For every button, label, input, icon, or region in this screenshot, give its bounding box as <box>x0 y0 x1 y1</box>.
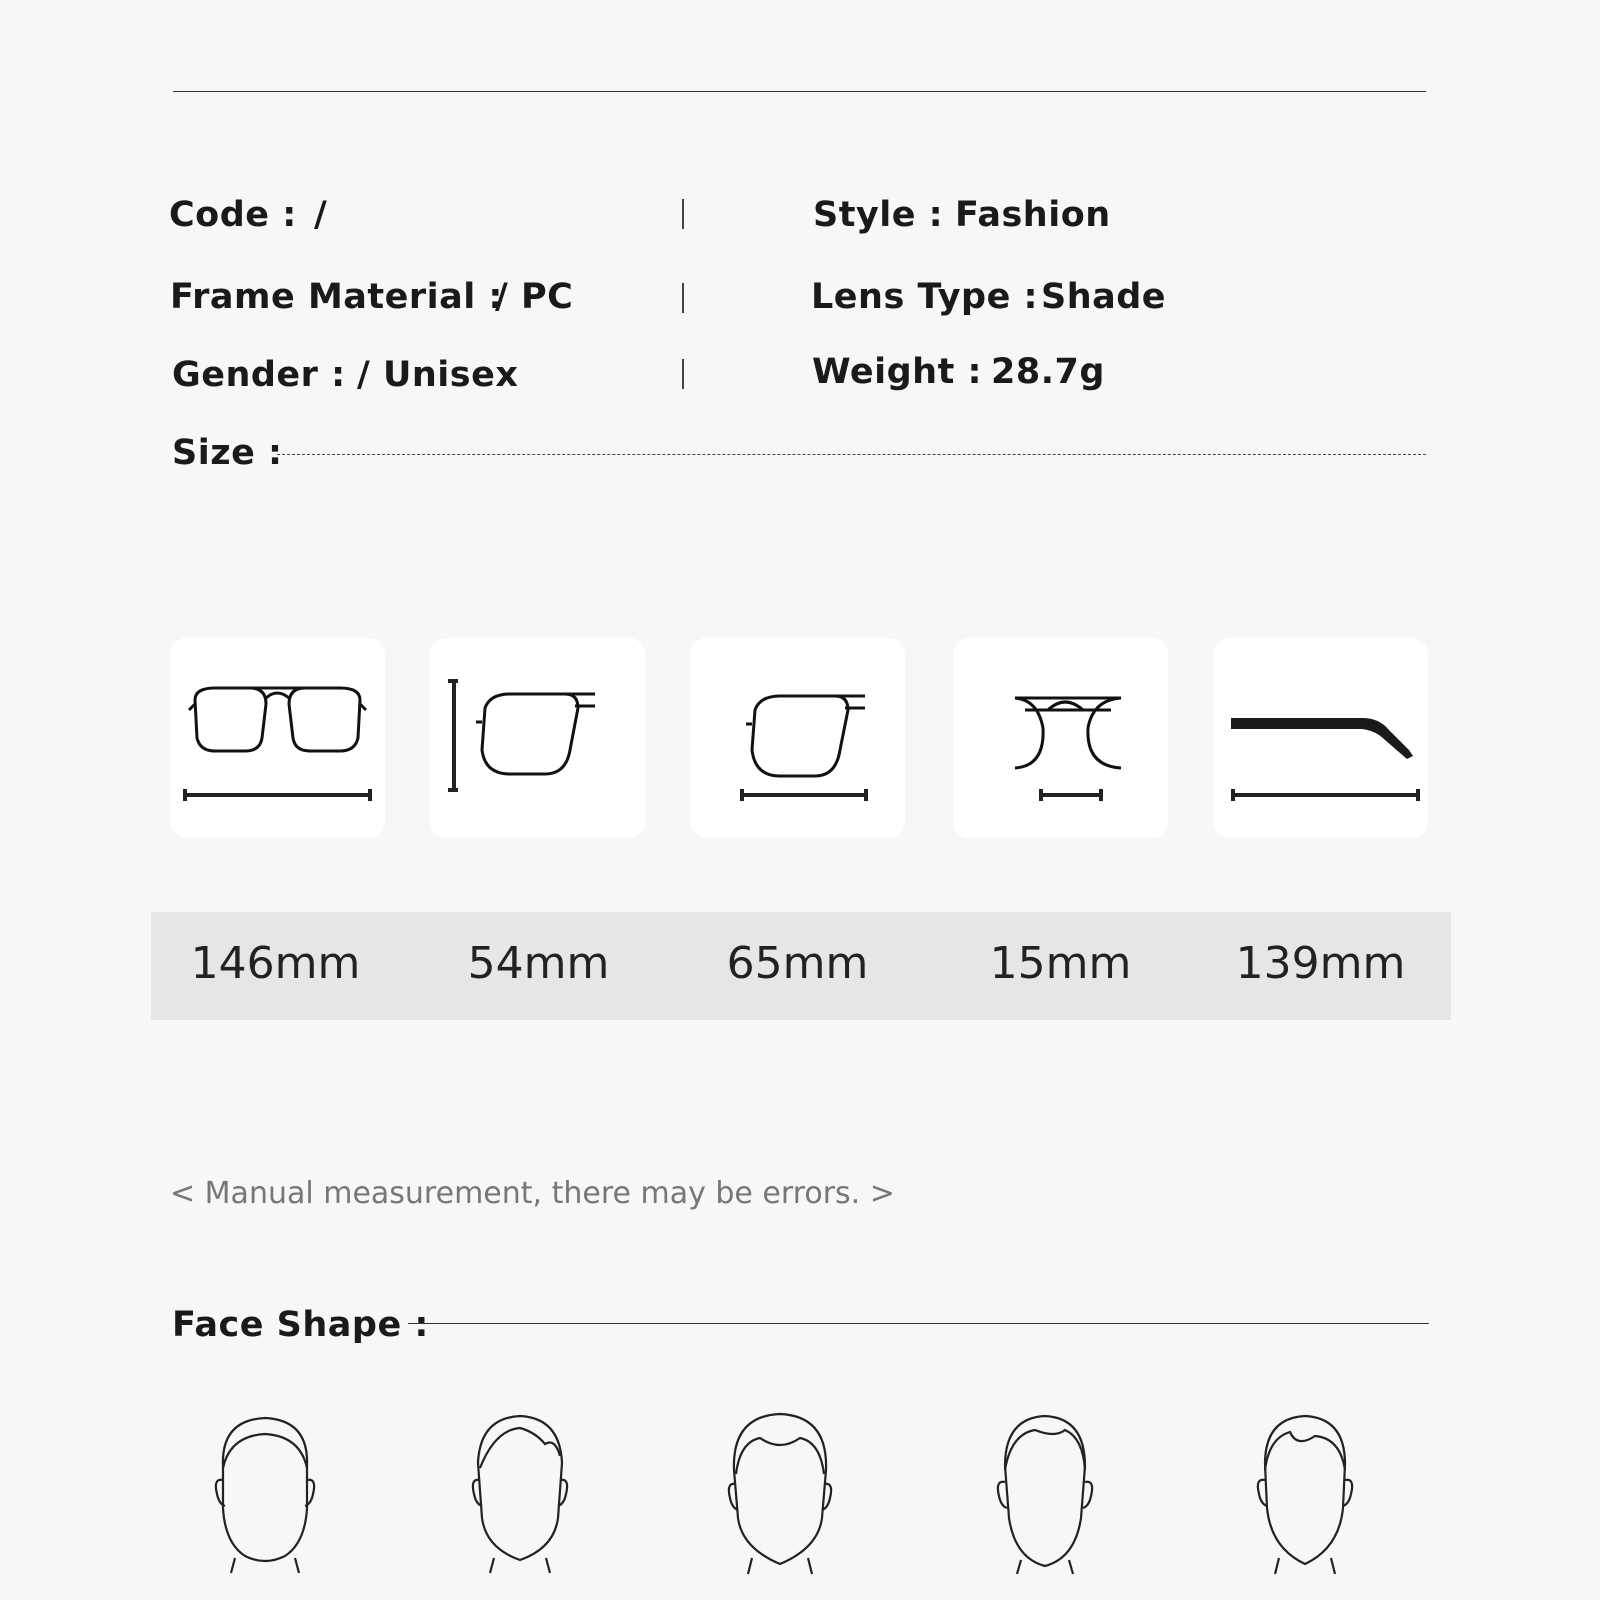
frame-width-value: 146mm <box>190 938 361 989</box>
temple-length-card <box>1213 638 1428 838</box>
style-label: Style : <box>813 195 944 235</box>
code-value: / <box>314 195 328 235</box>
code-label: Code : <box>169 195 297 235</box>
bridge-width-card <box>953 638 1168 838</box>
face-icon <box>710 1408 850 1578</box>
top-divider <box>173 91 1426 92</box>
face-icon <box>1235 1408 1375 1578</box>
frame-width-icon <box>170 638 385 838</box>
weight-value: 28.7g <box>991 352 1105 392</box>
lens-type-label: Lens Type : <box>811 277 1038 317</box>
spec-separator <box>682 199 684 229</box>
bridge-width-icon <box>953 638 1168 838</box>
lens-height-value: 54mm <box>467 938 610 989</box>
bridge-width-value: 15mm <box>989 938 1132 989</box>
lens-height-icon <box>430 638 645 838</box>
lens-height-card <box>430 638 645 838</box>
measurement-note: < Manual measurement, there may be errors. > <box>170 1176 895 1211</box>
temple-length-value: 139mm <box>1235 938 1406 989</box>
face-icon <box>450 1408 590 1578</box>
frame-width-card <box>170 638 385 838</box>
spec-separator <box>682 359 684 389</box>
gender-label: Gender : <box>172 355 346 395</box>
size-label: Size : <box>172 433 283 473</box>
spec-separator <box>682 283 684 313</box>
size-divider <box>277 454 1426 455</box>
lens-width-card <box>690 638 905 838</box>
lens-width-icon <box>690 638 905 838</box>
gender-value: / Unisex <box>357 355 519 395</box>
frame-material-value: / PC <box>495 277 574 317</box>
style-value: Fashion <box>955 195 1111 235</box>
face-shape-divider <box>408 1323 1429 1324</box>
face-icon <box>975 1408 1115 1578</box>
lens-type-value: Shade <box>1041 277 1167 317</box>
lens-width-value: 65mm <box>726 938 869 989</box>
face-shape-label: Face Shape : <box>172 1305 429 1345</box>
temple-length-icon <box>1213 638 1428 838</box>
frame-material-label: Frame Material : <box>170 277 503 317</box>
weight-label: Weight : <box>812 352 982 392</box>
face-icon <box>195 1408 335 1578</box>
